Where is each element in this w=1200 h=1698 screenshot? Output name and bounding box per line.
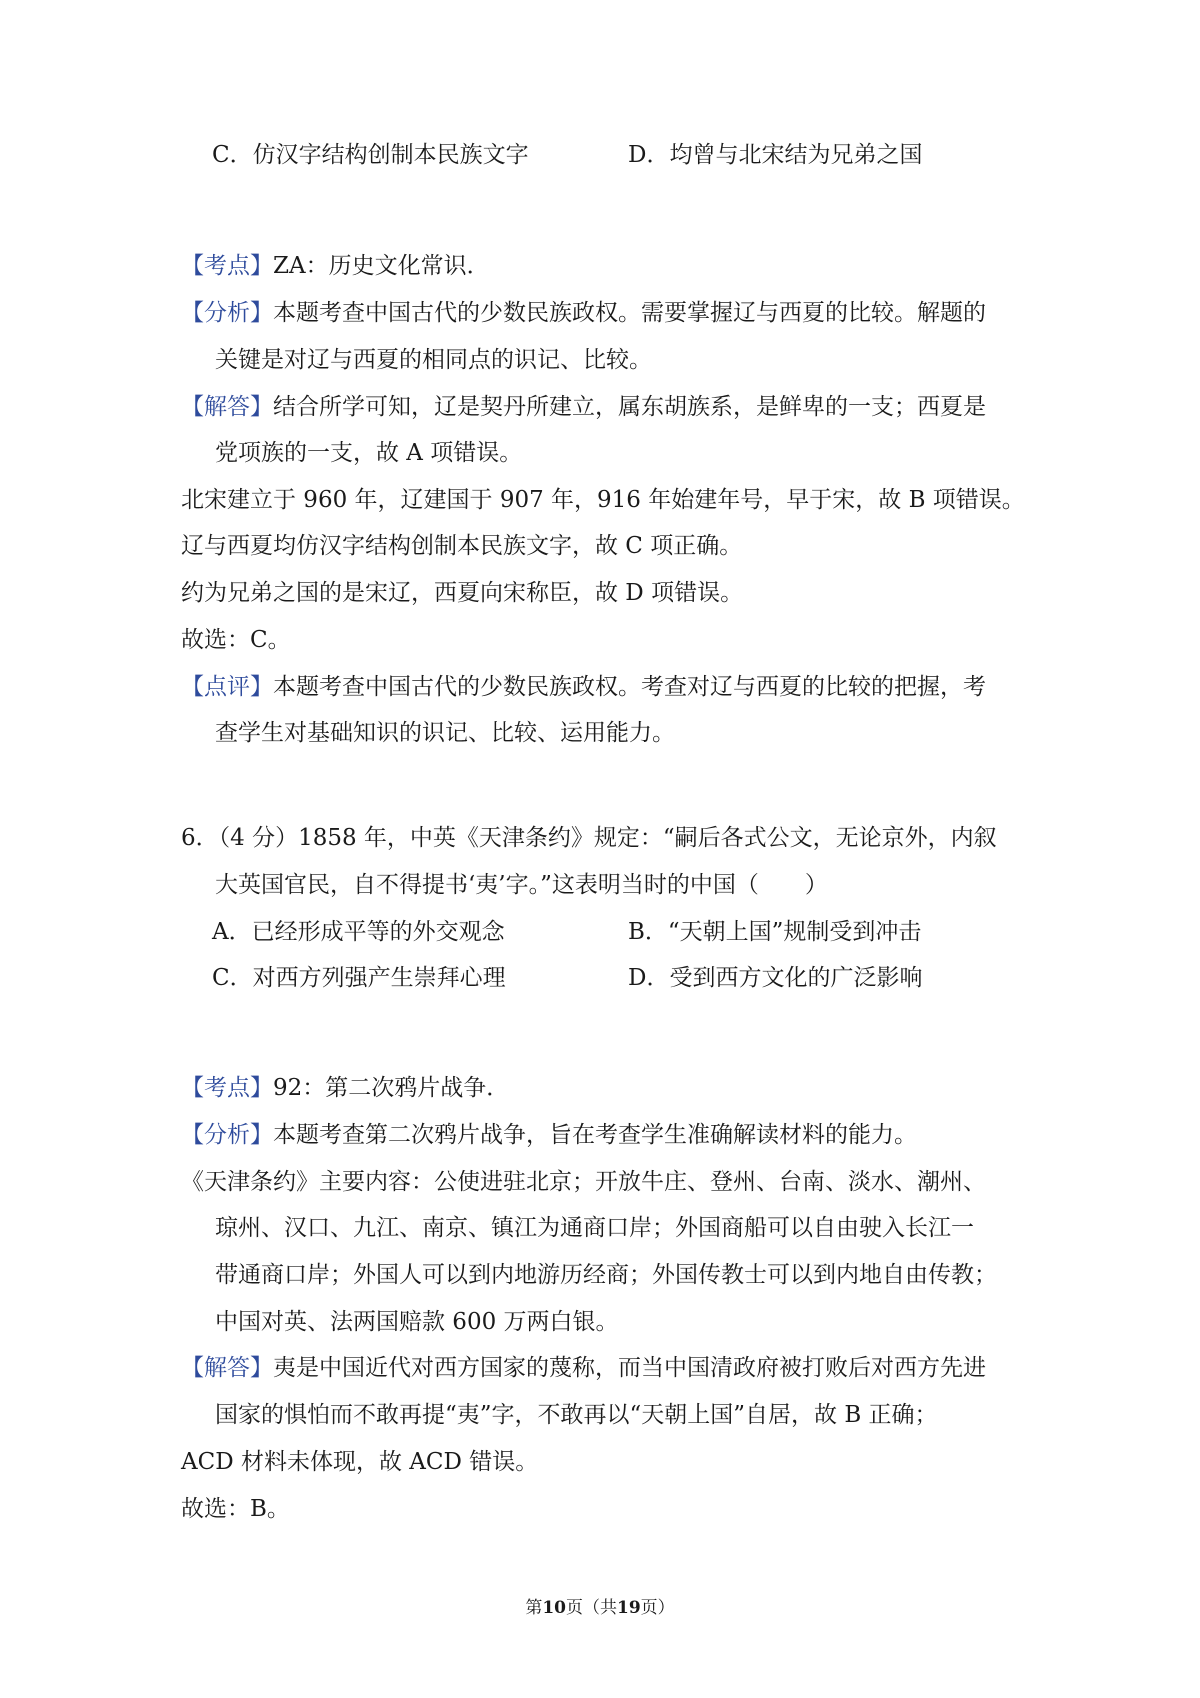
q6-option-b: B．“天朝上国”规制受到冲击 bbox=[628, 919, 922, 945]
footer-middle: 页（共 bbox=[566, 1598, 617, 1618]
jieda-text: 夷是中国近代对西方国家的蔑称，而当中国清政府被打败后对西方先进 bbox=[273, 1355, 986, 1381]
dianping-tag: 【点评】 bbox=[181, 674, 273, 700]
q6-material: 《天津条约》主要内容：公使进驻北京；开放牛庄、登州、台南、淡水、潮州、 bbox=[181, 1169, 986, 1195]
footer-suffix: 页） bbox=[640, 1598, 675, 1618]
page-number: 10 bbox=[542, 1598, 566, 1618]
kaodian-text: 92：第二次鸦片战争． bbox=[273, 1075, 510, 1101]
q6-material-cont1: 琼州、汉口、九江、南京、镇江为通商口岸；外国商船可以自由驶入长江一 bbox=[215, 1215, 974, 1241]
q6-option-c: C．对西方列强产生崇拜心理 bbox=[212, 965, 506, 991]
q6-option-a: A．已经形成平等的外交观念 bbox=[212, 919, 505, 945]
kaodian-tag: 【考点】 bbox=[181, 1075, 273, 1101]
q6-jieda-cont: 国家的惧怕而不敢再提“夷”字，不敢再以“天朝上国”自居，故 B 正确； bbox=[215, 1402, 938, 1428]
fenxi-tag: 【分析】 bbox=[181, 300, 273, 326]
page-footer bbox=[0, 1596, 1200, 1620]
q5-dianping-cont: 查学生对基础知识的识记、比较、运用能力。 bbox=[215, 720, 675, 746]
q5-answer: 故选：C。 bbox=[181, 627, 291, 653]
q6-jieda bbox=[181, 1353, 986, 1383]
jieda-tag: 【解答】 bbox=[181, 394, 273, 420]
q6-material-cont3: 中国对英、法两国赔款 600 万两白银。 bbox=[215, 1309, 619, 1335]
q5-fenxi-cont: 关键是对辽与西夏的相同点的识记、比较。 bbox=[215, 347, 652, 373]
q6-kaodian bbox=[181, 1073, 509, 1103]
q6-option-d: D．受到西方文化的广泛影响 bbox=[628, 965, 923, 991]
q5-option-c: C．仿汉字结构创制本民族文字 bbox=[212, 142, 529, 168]
kaodian-tag: 【考点】 bbox=[181, 253, 273, 279]
q5-jieda-cont: 党项族的一支，故 A 项错误。 bbox=[215, 440, 523, 466]
q5-dianping bbox=[181, 672, 986, 702]
fenxi-tag: 【分析】 bbox=[181, 1122, 273, 1148]
fenxi-text: 本题考查中国古代的少数民族政权。需要掌握辽与西夏的比较。解题的 bbox=[273, 300, 986, 326]
jieda-text: 结合所学可知，辽是契丹所建立，属东胡族系，是鲜卑的一支；西夏是 bbox=[273, 394, 986, 420]
q5-fenxi bbox=[181, 298, 986, 328]
page-total: 19 bbox=[617, 1598, 641, 1618]
q6-jieda-acd: ACD 材料未体现，故 ACD 错误。 bbox=[181, 1449, 539, 1475]
q6-stem-cont: 大英国官民，自不得提书‘夷’字。”这表明当时的中国（ ） bbox=[215, 872, 828, 898]
fenxi-text: 本题考查第二次鸦片战争，旨在考查学生准确解读材料的能力。 bbox=[273, 1122, 917, 1148]
q5-option-d: D．均曾与北宋结为兄弟之国 bbox=[628, 142, 923, 168]
q6-answer: 故选：B。 bbox=[181, 1496, 290, 1522]
q5-kaodian bbox=[181, 251, 490, 281]
q5-jieda bbox=[181, 392, 986, 422]
q5-jieda-d: 约为兄弟之国的是宋辽，西夏向宋称臣，故 D 项错误。 bbox=[181, 580, 744, 606]
q5-jieda-c: 辽与西夏均仿汉字结构创制本民族文字，故 C 项正确。 bbox=[181, 533, 743, 559]
jieda-tag: 【解答】 bbox=[181, 1355, 273, 1381]
q6-stem: 6．（4 分）1858 年，中英《天津条约》规定：“嗣后各式公文，无论京外，内叙 bbox=[181, 825, 997, 851]
dianping-text: 本题考查中国古代的少数民族政权。考查对辽与西夏的比较的把握，考 bbox=[273, 674, 986, 700]
q5-jieda-b: 北宋建立于 960 年，辽建国于 907 年，916 年始建年号，早于宋，故 B 项错误。 bbox=[181, 487, 1025, 513]
q6-material-cont2: 带通商口岸；外国人可以到内地游历经商；外国传教士可以到内地自由传教； bbox=[215, 1262, 997, 1288]
q6-fenxi bbox=[181, 1120, 917, 1150]
footer-prefix: 第 bbox=[525, 1598, 543, 1618]
kaodian-text: ZA：历史文化常识． bbox=[273, 253, 490, 279]
